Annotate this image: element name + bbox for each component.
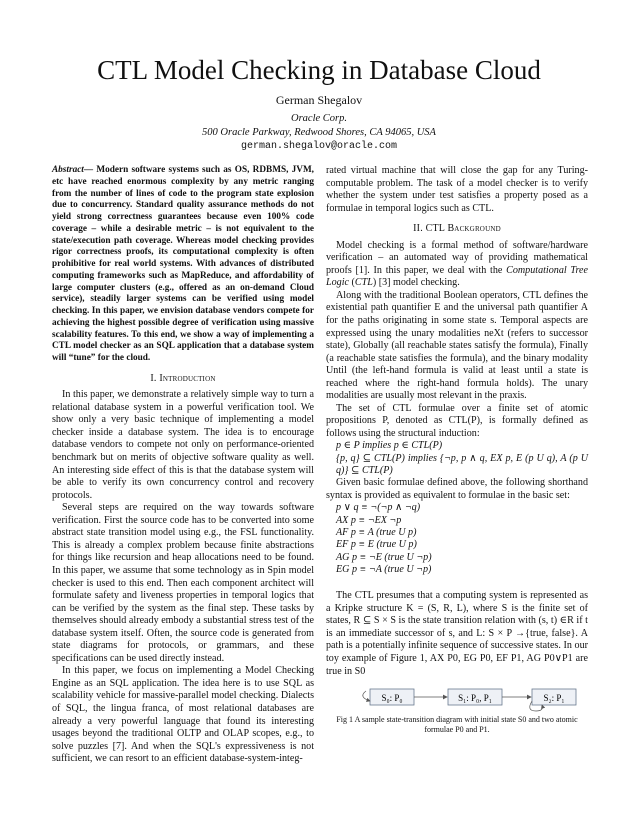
abstract — [52, 165, 314, 365]
paragraph: In this paper, we demonstrate a relatively simple way to turn a relational database system in a powerful verification tool. We show only a very basic technique of implementing a model checker inside a database system. The idea is to encourage database vendors to compete not only on performance-oriented benchmark but on merits of objective software quality as well. An interesting side effect of this is that the database system will be able to verify its own concurrency control and recovery protocols. — [52, 389, 314, 501]
affiliation — [0, 112, 638, 154]
section-heading-ctl-background: II. CTL Background — [413, 223, 501, 235]
address: 500 Oracle Parkway, Redwood Shores, CA 94065, USA — [202, 127, 436, 138]
shorthand-formula: p ∨ q ≡ ¬(¬p ∧ ¬q) — [336, 502, 421, 514]
paragraph: Along with the traditional Boolean operators, CTL defines the existential path quantifier E and the universal path quantifier A for the paths originating in some state s. Temporal aspects are expressed using the unary modalities neXt (refers to successor state), Globally (all reachable states satisfy the formula), Finally (a reachable state satisfies the formula), and the binary modality Until (the left-hand formula is valid at least until a state is reached where the right-hand formula holds). The unary modalities are usually most relevant in the praxis. — [326, 289, 588, 402]
organization: Oracle Corp. — [291, 113, 347, 124]
paragraph: Model checking is a formal method of software/hardware verification – an automated way of providing mathematical proofs [1]. In this paper, we deal with the Computational Tree Logic (CTL) [3] model checking. — [326, 239, 588, 289]
formula: p ∈ P implies p ∈ CTL(P) — [336, 440, 443, 452]
author-name: German Shegalov — [275, 93, 363, 107]
section-heading-introduction: I. Introduction — [150, 372, 216, 384]
formula: {p, q} ⊆ CTL(P) implies {¬p, p ∧ q, EX p, E (p U q), A (p U q)} ⊆ CTL(P) — [336, 452, 588, 477]
left-column — [52, 165, 314, 766]
shorthand-formula: AX p ≡ ¬EX ¬p — [336, 514, 402, 526]
paragraph: The set of CTL formulae over a finite set of atomic propositions P, denoted as CTL(P), is formally defined as follows using the structural induction: — [326, 402, 588, 439]
state-transition-figure — [326, 681, 588, 715]
state-s0-label: S₀: P₀ — [381, 693, 403, 704]
right-column — [326, 165, 588, 735]
shorthand-formula: EG p ≡ ¬A (true U ¬p) — [336, 563, 432, 575]
shorthand-formulas — [326, 502, 588, 576]
shorthand-formula: AG p ≡ ¬E (true U ¬p) — [336, 551, 432, 563]
shorthand-formula: AF p ≡ A (true U p) — [336, 527, 417, 539]
paragraph: Given basic formulae defined above, the following shorthand syntax is provided as equivalent to formulae in the basic set: — [326, 477, 588, 501]
paragraph: In this paper, we focus on implementing a Model Checking Engine as an SQL application. The idea here is to use SQL as scalability vehicle for massive-parallel model checking. Dialects of SQL, the lingua franca, of most relational databases are already a very powerful language that found its interesting usages beyond the traditional OLTP and OLAP scopes, e.g., to solve puzzles [7]. And when the SQL's expressiveness is not sufficient, we can resort to an efficient database-system-integ- — [52, 665, 314, 765]
abstract-body: Modern software systems such as OS, RDBMS, JVM, etc have reached enormous complexity by any metric ranging from the number of lines of code to the program state explosion due to concurrency. Standard quality assurance methods do not yield strong correctness guarantees because even 100% code coverage – while a desirable metric – is not equivalent to the state/execution path coverage. Whereas model checking provides rigor correctness proofs, its computational complexity is often prohibitive for real world systems. With advances of distributed computing frameworks such as MapReduce, and affordability of large computer clusters (e.g., offered as an on-demand Cloud service), steadily larger systems can be verified using model checking. In this paper, we envision database vendors compete for achieving the highest possible degree of verification using massive scalability features. To this end, we show a way of implementing a CTL model checker as an SQL application that a database system will “tune” for the cloud. — [52, 165, 314, 363]
paper-title: CTL Model Checking in Database Cloud — [97, 55, 541, 85]
abstract-lead: Abstract— — [52, 165, 94, 175]
state-s2-label: S₂: P₁ — [543, 693, 565, 704]
paragraph: rated virtual machine that will close the gap for any Turing-computable problem. The task of a model checker is to verify whether the system under test satisfies a property posed as a formulae in temporal logics such as CTL. — [326, 165, 588, 214]
paragraph: The CTL presumes that a computing system is represented as a Kripke structure K = (S, R, L), where S is the finite set of states, R ⊆ S × S is the state transition relation with (s, t) ∈R if t is an immediate successor of s, and L: S × P →{true, false}. A path is a potentially infinite sequence of successive states. In our toy example of Figure 1, AX P0, EG P0, EF P1, AG P0∨P1 are true in S0 — [326, 590, 588, 677]
self-loop-arrow — [363, 691, 370, 701]
state-s1-label: S₁: P₀, P₁ — [458, 693, 492, 704]
shorthand-formula: EF p ≡ E (true U p) — [336, 539, 417, 551]
figure-caption: Fig 1 A sample state-transition diagram with initial state S0 and two atomic formulae P0 and P1. — [336, 715, 578, 735]
paragraph: Several steps are required on the way towards software verification. First the source code has to be converted into some abstract state transition model using e.g., the FSL functionality. This is already a complex problem because finite abstractions for things like recursion and heap allocations need to be found. In this paper, we assume that some technology as in Spin model checker is used to this end. Then each component architect will formulate safety and liveness properties in temporal logics that can be verified by the system as the final step. These tasks by themselves should already embody a substantial stress test of the database system itself. Often, the source code is generated from state diagrams for protocols, or grammars, and these specifications can be used directly instead. — [52, 502, 314, 664]
email[interactable]: german.shegalov@oracle.com — [240, 141, 398, 152]
state-diagram — [326, 681, 588, 715]
